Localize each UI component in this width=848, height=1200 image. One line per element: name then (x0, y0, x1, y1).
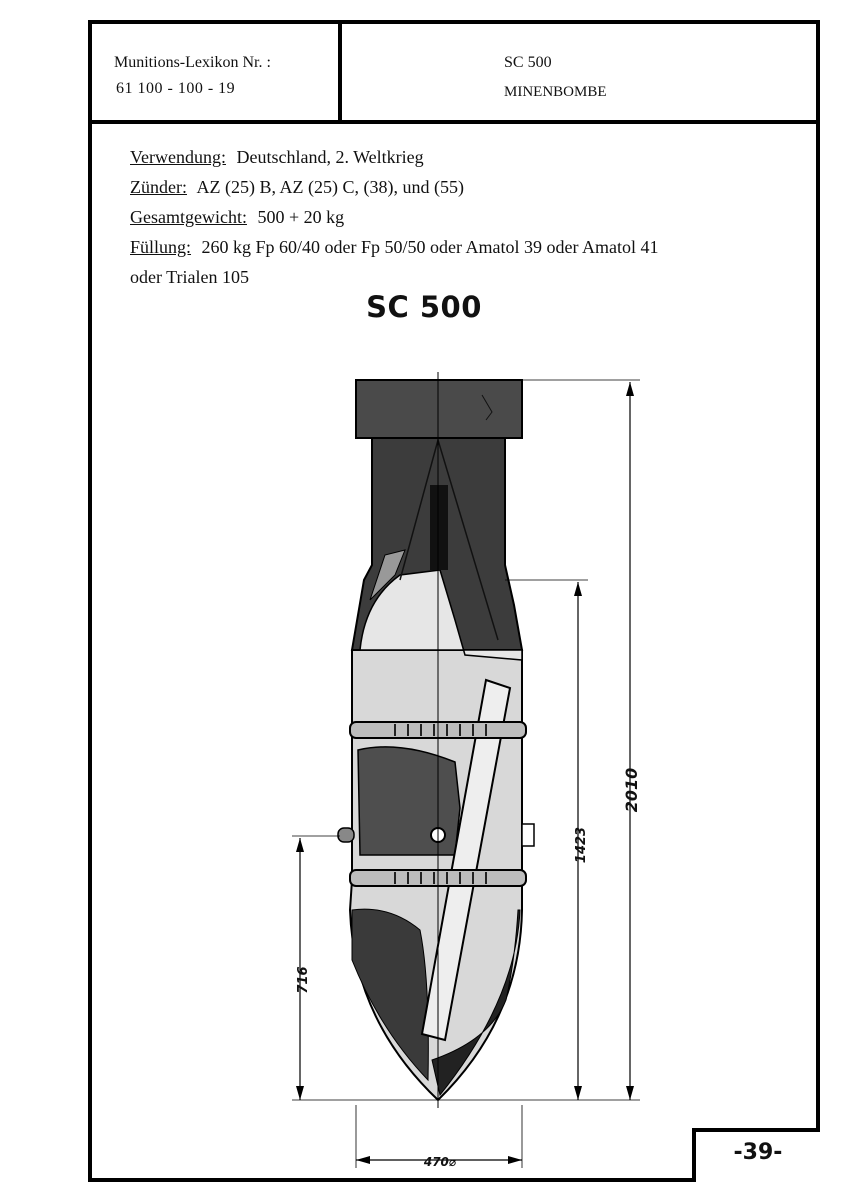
tail-fin-box (356, 380, 522, 438)
fuze-value: AZ (25) B, AZ (25) C, (38), und (55) (196, 177, 464, 197)
weight-value: 500 + 20 kg (257, 207, 345, 227)
figure-title: SC 500 (366, 290, 482, 324)
usage-label: Verwendung: (130, 147, 226, 167)
side-lug-right (522, 824, 534, 846)
filling-value-cont: oder Trialen 105 (130, 267, 249, 287)
dim-label-1423: 1423 (574, 826, 589, 864)
usage-value: Deutschland, 2. Weltkrieg (236, 147, 424, 167)
filling-value: 260 kg Fp 60/40 oder Fp 50/50 oder Amatol 39 oder Amatol 41 (201, 237, 659, 257)
page-number: -39- (733, 1140, 783, 1165)
page-number-box (692, 1128, 820, 1182)
dim-label-470: 470⌀ (423, 1155, 457, 1169)
dim-label-716: 716 (296, 966, 311, 994)
lexikon-number: 61 100 - 100 - 19 (116, 80, 236, 97)
tail-rod (430, 485, 448, 570)
filling-label: Füllung: (130, 237, 192, 257)
weight-label: Gesamtgewicht: (130, 207, 247, 227)
side-lug-left (338, 828, 354, 842)
bomb-name: SC 500 (504, 54, 552, 71)
fuze-label: Zünder: (130, 177, 187, 197)
nose-wall-left (352, 909, 428, 1080)
dim-label-2010: 2010 (622, 767, 641, 813)
lexikon-label: Munitions-Lexikon Nr. : (114, 54, 271, 71)
bomb-type: MINENBOMBE (504, 84, 607, 100)
